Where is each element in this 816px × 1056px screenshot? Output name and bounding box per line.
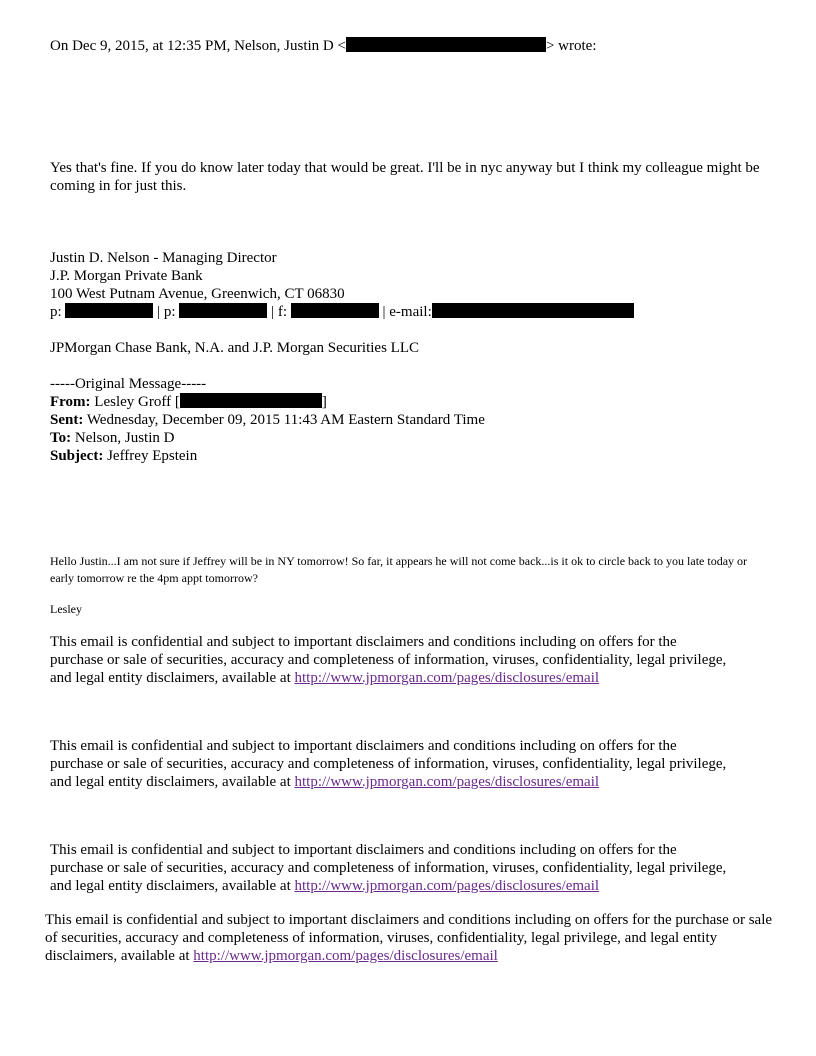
original-to-line <box>50 429 174 447</box>
from-label: From: <box>50 394 91 410</box>
from-close: ] <box>321 394 327 410</box>
disclaimer-text: This email is confidential and subject to important disclaimers and conditions including on offers for the purchase or sale of securities, accuracy and completeness of information, viruses, confidentiality, legal privilege, and legal entity disclaimers, available at <box>50 842 727 894</box>
redacted-email-box <box>346 37 546 52</box>
signature-name-title: Justin D. Nelson - Managing Director <box>50 250 277 266</box>
disclaimer-text: This email is confidential and subject to important disclaimers and conditions including on offers for the purchase or sale of securities, accuracy and completeness of information, viruses, confidentiality, legal privilege, and legal entity disclaimers, available at <box>50 634 727 686</box>
disclaimer-link[interactable]: http://www.jpmorgan.com/pages/disclosures/email <box>193 948 498 964</box>
disclaimer-link[interactable]: http://www.jpmorgan.com/pages/disclosures/email <box>294 878 600 894</box>
signature-contact-line <box>50 303 634 321</box>
original-subject-line <box>50 447 197 465</box>
redacted-from-email-box <box>180 393 322 408</box>
sent-value: Wednesday, December 09, 2015 11:43 AM Eastern Standard Time <box>86 412 485 428</box>
original-signoff: Lesley <box>50 602 82 616</box>
disclaimer-2 <box>50 737 730 791</box>
entity-line: JPMorgan Chase Bank, N.A. and J.P. Morgan Securities LLC <box>50 340 420 356</box>
reply-header-line <box>50 37 596 55</box>
original-body: Hello Justin...I am not sure if Jeffrey will be in NY tomorrow! So far, it appears he will not come back...is it ok to circle back to you late today or early tomorrow re the 4pm appt tomorrow? <box>50 554 748 585</box>
sent-label: Sent: <box>50 412 84 428</box>
disclaimer-text: This email is confidential and subject to important disclaimers and conditions including on offers for the purchase or sale of securities, accuracy and completeness of information, viruses, confidentiality, legal privilege, and legal entity disclaimers, available at <box>45 912 773 964</box>
disclaimer-1 <box>50 633 730 687</box>
disclaimer-link[interactable]: http://www.jpmorgan.com/pages/disclosures/email <box>294 774 600 790</box>
reply-body: Yes that's fine. If you do know later today that would be great. I'll be in nyc anyway but I think my colleague might be coming in for just this. <box>50 160 760 194</box>
to-value: Nelson, Justin D <box>74 430 175 446</box>
disclaimer-text: This email is confidential and subject to important disclaimers and conditions including on offers for the purchase or sale of securities, accuracy and completeness of information, viruses, confidentiality, legal privilege, and legal entity disclaimers, available at <box>50 738 727 790</box>
original-sent-line <box>50 411 485 429</box>
signature-address: 100 West Putnam Avenue, Greenwich, CT 06830 <box>50 286 345 302</box>
original-message-separator: -----Original Message----- <box>50 376 207 392</box>
fax-label: | f: <box>271 304 288 320</box>
original-from-line <box>50 393 327 411</box>
email-label: | e-mail: <box>382 304 432 320</box>
redacted-phone-box <box>65 303 153 318</box>
header-suffix: > wrote: <box>545 38 597 54</box>
from-value: Lesley Groff [ <box>94 394 180 410</box>
phone2-label: | p: <box>157 304 176 320</box>
disclaimer-3 <box>50 841 730 895</box>
subject-value: Jeffrey Epstein <box>107 448 198 464</box>
to-label: To: <box>50 430 72 446</box>
redacted-fax-box <box>291 303 379 318</box>
redacted-phone2-box <box>179 303 267 318</box>
redacted-signature-email-box <box>432 303 634 318</box>
subject-label: Subject: <box>50 448 104 464</box>
header-prefix: On Dec 9, 2015, at 12:35 PM, Nelson, Justin D < <box>50 38 346 54</box>
phone-label: p: <box>50 304 62 320</box>
signature-company: J.P. Morgan Private Bank <box>50 268 203 284</box>
disclaimer-link[interactable]: http://www.jpmorgan.com/pages/disclosures/email <box>294 670 600 686</box>
disclaimer-4 <box>45 911 775 965</box>
